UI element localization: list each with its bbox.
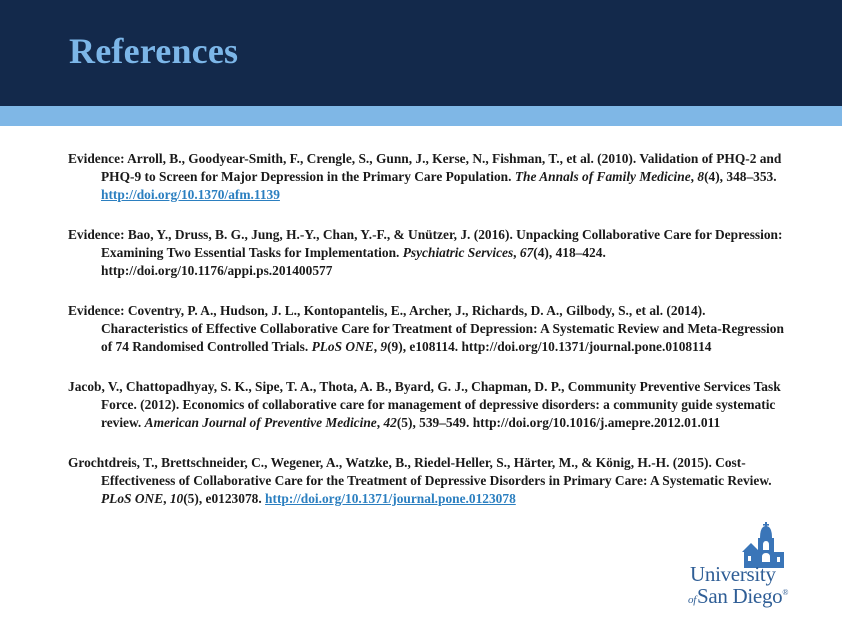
reference-text: Evidence: Arroll, B., Goodyear-Smith, F., Crengle, S., Gunn, J., Kerse, N., Fishman, T., et al. (2010). Validation of PHQ-2 and PHQ-9 to Screen for Major Depression in the Primary Care Population. (68, 151, 782, 184)
reference-item: Evidence: Coventry, P. A., Hudson, J. L., Kontopantelis, E., Archer, J., Richards, D. A., Gilbody, S., et al. (2014). Characteristics of Effective Collaborative Care for Treatment of Depression: A Systematic Review and Meta-Regression of 74 Randomised Controlled Trials. PLoS ONE, 9(9), e108114. http://doi.org/10.1371/journal.pone.0108114 (68, 303, 784, 354)
mission-tower-icon (738, 512, 788, 568)
reference-journal: Psychiatric Services (402, 245, 514, 260)
reference-issue-pages: (5), 539–549. (396, 415, 473, 430)
reference-journal: American Journal of Preventive Medicine (144, 415, 377, 430)
reference-issue-pages: (4), 418–424. (533, 245, 606, 260)
reference-volume: 8 (697, 169, 705, 184)
reference-item: Jacob, V., Chattopadhyay, S. K., Sipe, T. A., Thota, A. B., Byard, G. J., Chapman, D. P., Community Preventive Services Task Force. (2012). Economics of collaborative care for management of depressive disorders: a community guide systematic review. American Journal of Preventive Medicine, 42(5), 539–549. http://doi.org/10.1016/j.amepre.2012.01.011 (68, 379, 781, 430)
reference-volume: 67 (519, 245, 534, 260)
doi-text: http://doi.org/10.1016/j.amepre.2012.01.011 (472, 415, 721, 430)
doi-text: http://doi.org/10.1371/journal.pone.0108114 (461, 339, 712, 354)
header-bar (0, 0, 842, 106)
doi-link[interactable]: http://doi.org/10.1370/afm.1139 (101, 187, 280, 202)
university-logo (686, 512, 806, 608)
logo-text-san-diego: ofSan Diego® (688, 584, 789, 608)
reference-text: Evidence: Coventry, P. A., Hudson, J. L., Kontopantelis, E., Archer, J., Richards, D. A., Gilbody, S., et al. (2014). Characteristics of Effective Collaborative Care for Treatment of Depression: A Systematic Review and Meta-Regression of 74 Randomised Controlled Trials. (68, 303, 784, 354)
reference-text: Grochtdreis, T., Brettschneider, C., Wegener, A., Watzke, B., Riedel-Heller, S., Härter, M., & König, H.-H. (2015). Cost-Effectiveness of Collaborative Care for the Treatment of Depressive Disorders in Primary Care: A Systematic Review. (68, 455, 772, 488)
reference-volume: 9 (380, 339, 388, 354)
logo-text-university: University (690, 562, 776, 586)
reference-journal: PLoS ONE (101, 491, 164, 506)
reference-journal: PLoS ONE (311, 339, 374, 354)
reference-issue-pages: (4), 348–353. (704, 169, 777, 184)
reference-volume: 10 (169, 491, 184, 506)
reference-list (68, 150, 788, 530)
reference-item: Grochtdreis, T., Brettschneider, C., Wegener, A., Watzke, B., Riedel-Heller, S., Härter, M., & König, H.-H. (2015). Cost-Effectiveness of Collaborative Care for the Treatment of Depressive Disorders in Primary Care: A Systematic Review. PLoS ONE, 10(5), e0123078. http://doi.org/10.1371/journal.pone.0123078 (68, 455, 772, 506)
reference-journal: The Annals of Family Medicine (514, 169, 691, 184)
slide-title: References (69, 31, 239, 71)
reference-text: Evidence: Bao, Y., Druss, B. G., Jung, H.-Y., Chan, Y.-F., & Unützer, J. (2016). Unpacking Collaborative Care for Depression: Examining Two Essential Tasks for Implementation. (68, 227, 783, 260)
accent-band (0, 106, 842, 126)
reference-item: Evidence: Bao, Y., Druss, B. G., Jung, H.-Y., Chan, Y.-F., & Unützer, J. (2016). Unpacking Collaborative Care for Depression: Examining Two Essential Tasks for Implementation. Psychiatric Services, 67(4), 418–424. http://doi.org/10.1176/appi.ps.201400577 (68, 227, 783, 278)
reference-text: Jacob, V., Chattopadhyay, S. K., Sipe, T. A., Thota, A. B., Byard, G. J., Chapman, D. P., Community Preventive Services Task Force. (2012). Economics of collaborative care for management of depressive disorders: a community guide systematic review. (68, 379, 781, 430)
doi-text: http://doi.org/10.1176/appi.ps.201400577 (101, 263, 333, 278)
reference-volume: 42 (383, 415, 397, 430)
reference-issue-pages: (9), e108114. (387, 339, 462, 354)
reference-issue-pages: (5), e0123078. (183, 491, 266, 506)
doi-link[interactable]: http://doi.org/10.1371/journal.pone.0123078 (265, 491, 516, 506)
reference-item: Evidence: Arroll, B., Goodyear-Smith, F., Crengle, S., Gunn, J., Kerse, N., Fishman, T., et al. (2010). Validation of PHQ-2 and PHQ-9 to Screen for Major Depression in the Primary Care Population. The Annals of Family Medicine, 8(4), 348–353. http://doi.org/10.1370/afm.1139 (68, 151, 782, 202)
